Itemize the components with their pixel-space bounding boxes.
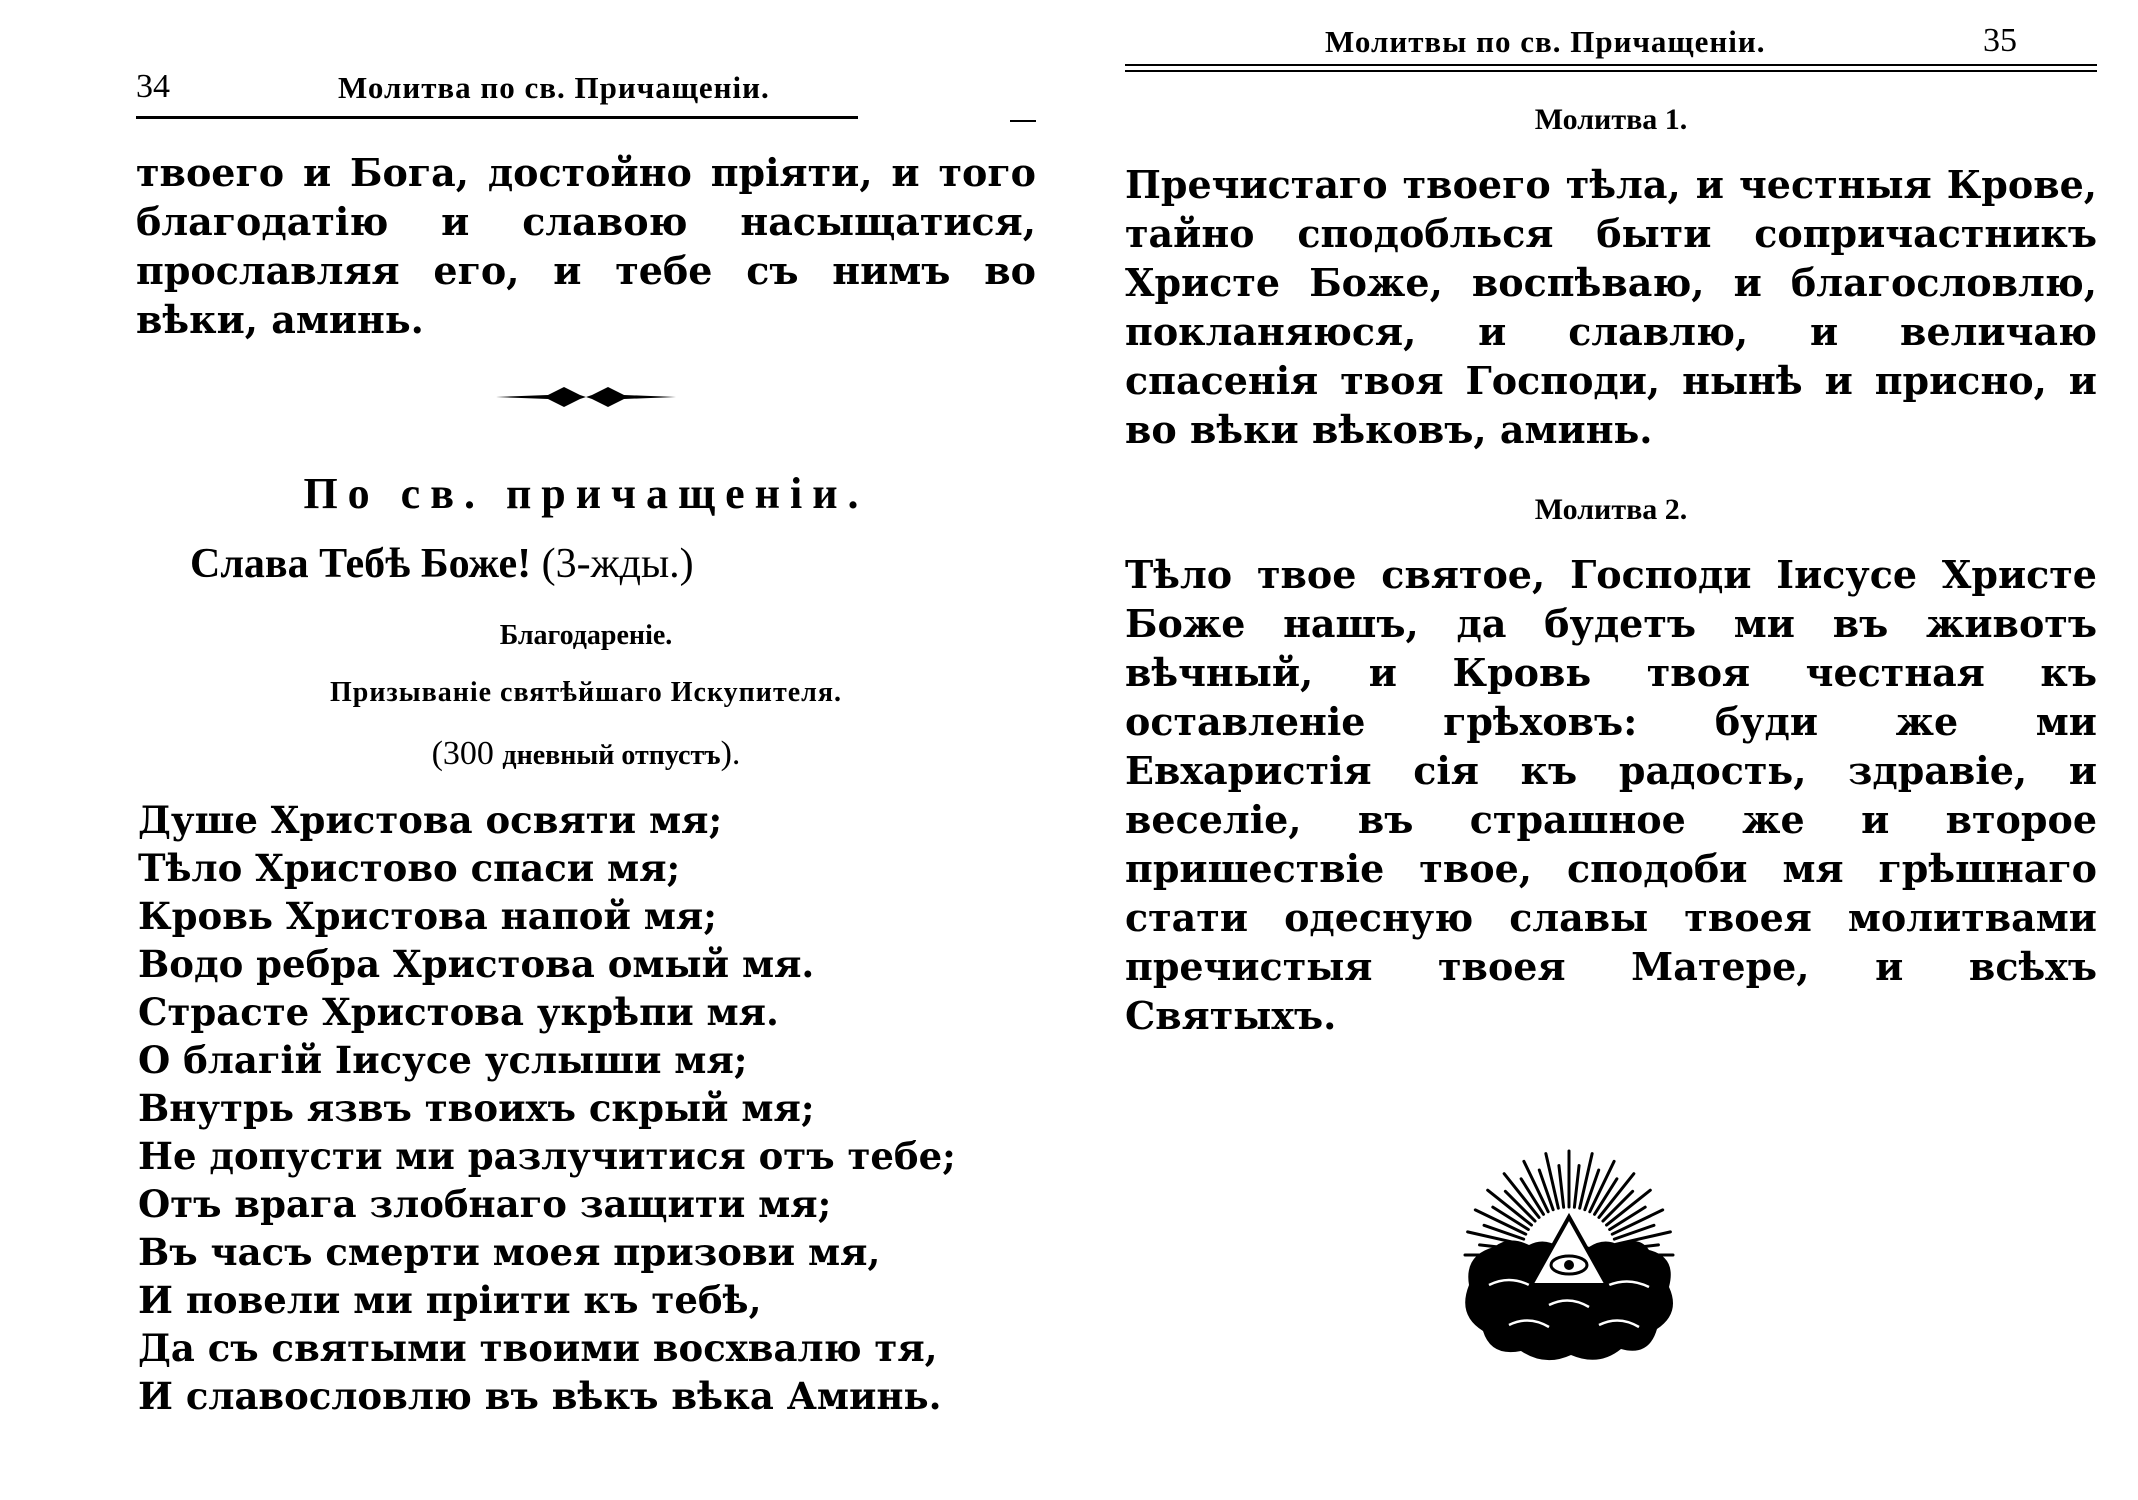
verse-line: Отъ врага злобнаго защити мя;: [138, 1182, 832, 1226]
divider-ornament-icon: [496, 383, 676, 411]
header-dash: [1010, 120, 1036, 122]
prayer-2-title: Молитва 2.: [1534, 493, 1688, 526]
page-number: 35: [1983, 22, 2017, 59]
running-title: Молитвы по св. Причащеніи.: [1325, 24, 1766, 59]
emblem-ray: [1616, 1232, 1671, 1244]
prayer-2-text: Тѣло твое святое, Господи Іисусе Христе Боже нашъ, да будетъ ми въ животъ вѣчный, и Кровь твоя честная къ оставленіе грѣховъ: буди же ми Евхаристія сія къ радость, здравіе, и веселіе, въ страшное же и второе пришествіе твое, сподоби мя грѣшнаго стати одесную славы твоея молитвами пречистыя твоея Матере, и всѣхъ Святыхъ.: [1125, 552, 2097, 1038]
otpust-open: (300: [431, 735, 494, 772]
otpust-text: дневный отпустъ: [502, 740, 721, 771]
verse-line: И повели ми пріити къ тебѣ,: [138, 1278, 762, 1322]
emblem-ray: [1580, 1154, 1592, 1209]
verse-line: Не допусти ми разлучитися отъ тебе;: [138, 1134, 956, 1178]
continued-prayer-text: твоего и Бога, достойно пріяти, и того благодатію и славою насыщатися, прославляя его, и тебе съ нимъ во вѣки, аминь.: [136, 150, 1036, 342]
emblem-ray: [1574, 1166, 1579, 1208]
all-seeing-eye-emblem-icon: [1449, 1135, 1689, 1375]
slava-line: [190, 540, 694, 588]
prayer-verses: [138, 796, 956, 1420]
otpust-note: [136, 735, 1036, 773]
verse-line: Въ часъ смерти моея призови мя,: [138, 1230, 881, 1274]
prayer-1-text: Пречистаго твоего тѣла, и честныя Крове, тайно сподоблься быти сопричастникъ Христе Боже, воспѣваю, и благословлю, покланяюся, и славлю, и величаю спасенія твоя Господи, нынѣ и присно, и во вѣки вѣковъ, аминь.: [1125, 162, 2097, 452]
verse-line: Да съ святыми твоими восхвалю тя,: [138, 1326, 938, 1370]
header-rule-double: [1125, 70, 2097, 72]
emblem-ray: [1559, 1166, 1564, 1208]
verse-line: Водо ребра Христова омый мя.: [138, 942, 815, 986]
prayer-1-title: Молитва 1.: [1534, 103, 1688, 136]
verse-line: О благій Іисусе услыши мя;: [138, 1038, 748, 1082]
header-rule: [1125, 64, 2097, 66]
running-title: Молитва по св. Причащеніи.: [338, 70, 770, 105]
verse-line: Тѣло Христово спаси мя;: [138, 846, 681, 890]
right-page: [1069, 0, 2138, 1500]
prizyvanie-heading: Призываніе святѣйшаго Искупителя.: [330, 677, 842, 708]
emblem-ray: [1546, 1154, 1558, 1209]
header-rule: [136, 116, 858, 119]
verse-line: Страсте Христова укрѣпи мя.: [138, 990, 779, 1034]
slava-note: (3-жды.): [541, 541, 694, 587]
otpust-close: ).: [720, 735, 741, 772]
verse-line: Кровь Христова напой мя;: [138, 894, 717, 938]
verse-line: Внутрь язвъ твоихъ скрый мя;: [138, 1086, 815, 1130]
section-title: По св. причащеніи.: [303, 469, 869, 518]
slava-main: Слава Тебѣ Боже!: [190, 541, 532, 587]
verse-line: Душе Христова освяти мя;: [138, 798, 723, 842]
blagodarenie-heading: Благодареніе.: [499, 620, 673, 651]
page-number: 34: [136, 68, 170, 105]
verse-line: И славословлю въ вѣкъ вѣка Аминь.: [138, 1374, 942, 1418]
